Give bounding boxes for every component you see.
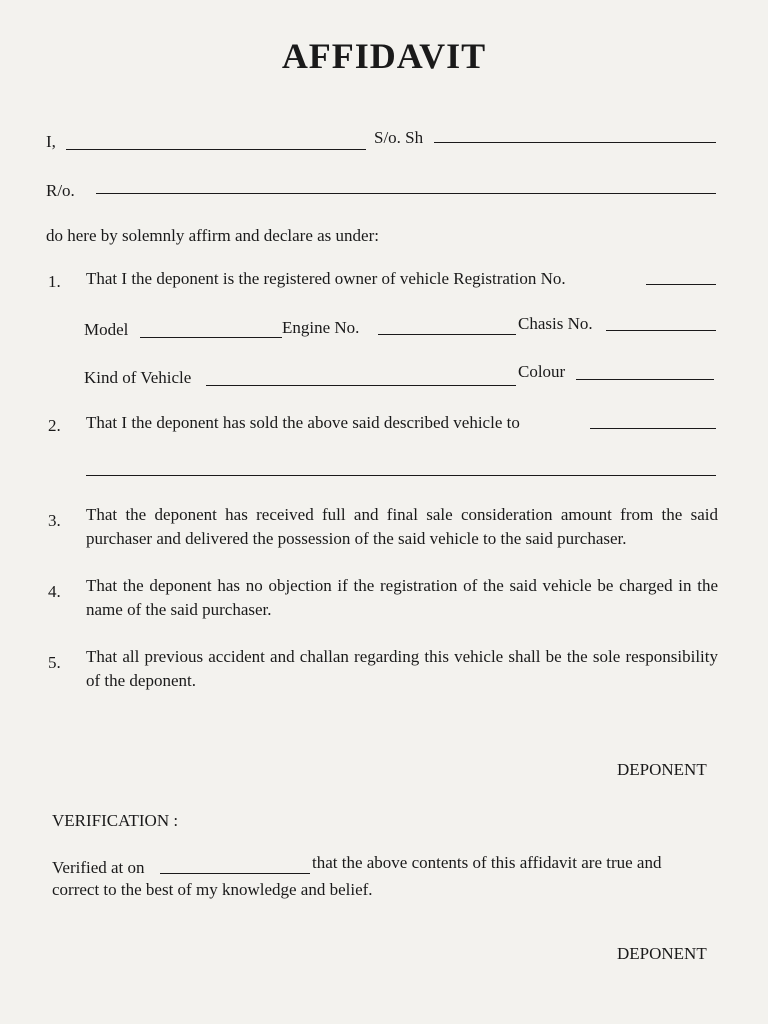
item-1-text: That I the deponent is the registered owner of vehicle Registration No. — [86, 269, 566, 288]
item-2-text: That I the deponent has sold the above said described vehicle to — [86, 413, 520, 432]
chasis-number-blank[interactable] — [606, 330, 716, 331]
verified-at-blank[interactable] — [160, 873, 310, 874]
verification-heading: VERIFICATION : — [52, 811, 179, 830]
deponent-signature-label: DEPONENT — [617, 760, 707, 779]
kind-of-vehicle-blank[interactable] — [206, 385, 516, 386]
name-blank[interactable] — [66, 149, 366, 150]
colour-blank[interactable] — [576, 379, 714, 380]
verification-text-line-2: correct to the best of my knowledge and belief. — [52, 880, 373, 899]
son-of-label: S/o. Sh — [374, 128, 424, 147]
name-label: I, — [46, 132, 56, 151]
kind-of-vehicle-label: Kind of Vehicle — [84, 368, 192, 387]
item-3-number: 3. — [48, 511, 61, 530]
engine-number-blank[interactable] — [378, 334, 516, 335]
verification-text-line-1: that the above contents of this affidavit are true and — [312, 853, 662, 872]
item-4-text: That the deponent has no objection if the registration of the said vehicle be charged in the name of the said purchaser. — [86, 576, 718, 619]
declaration-line: do here by solemnly affirm and declare as under: — [46, 226, 379, 245]
model-blank[interactable] — [140, 337, 282, 338]
item-2-number: 2. — [48, 416, 61, 435]
engine-number-label: Engine No. — [282, 318, 360, 337]
model-label: Model — [84, 320, 129, 339]
colour-label: Colour — [518, 362, 566, 381]
father-name-blank[interactable] — [434, 142, 716, 143]
purchaser-blank-2[interactable] — [86, 475, 716, 476]
item-1-number: 1. — [48, 272, 61, 291]
registration-number-blank[interactable] — [646, 284, 716, 285]
resident-of-label: R/o. — [46, 181, 75, 200]
chasis-number-label: Chasis No. — [518, 314, 593, 333]
document-title: AFFIDAVIT — [281, 36, 487, 76]
verified-at-label: Verified at on — [52, 858, 145, 877]
address-blank[interactable] — [96, 193, 716, 194]
item-3-text: That the deponent has received full and final sale consideration amount from the said purchaser and delivered the possession of the said vehicle to the said purchaser. — [86, 505, 718, 548]
purchaser-blank[interactable] — [590, 428, 716, 429]
item-5-number: 5. — [48, 653, 61, 672]
item-4-number: 4. — [48, 582, 61, 601]
deponent-signature-label-2: DEPONENT — [617, 944, 707, 963]
item-5-text: That all previous accident and challan regarding this vehicle shall be the sole responsibility of the deponent. — [86, 647, 718, 690]
